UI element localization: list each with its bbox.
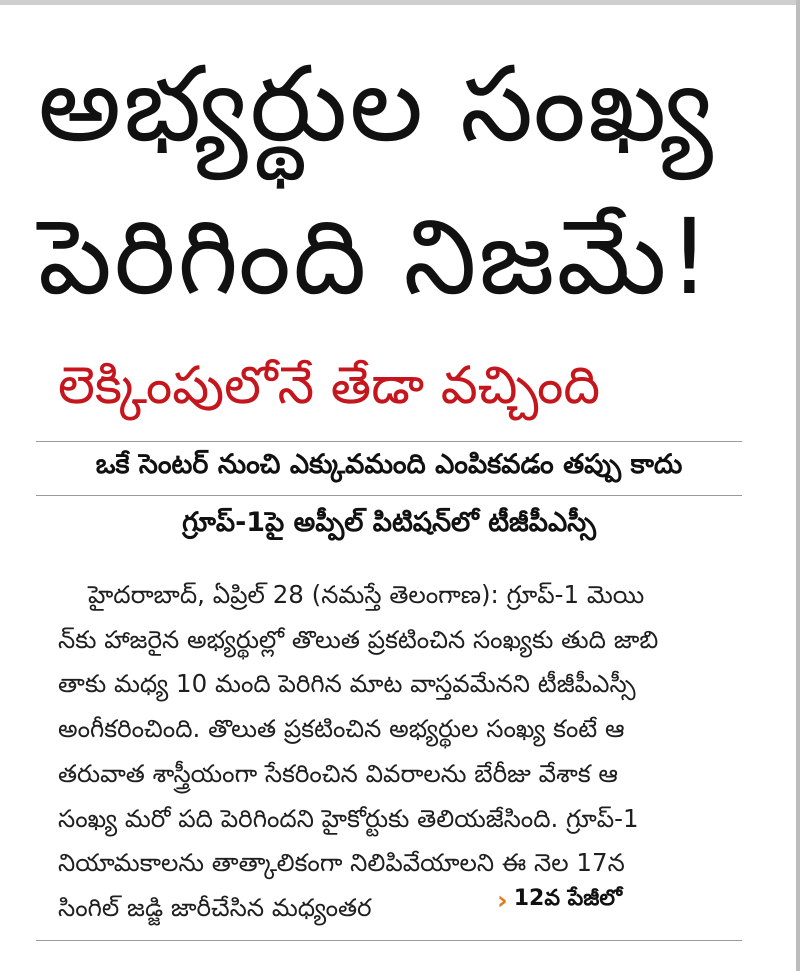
body-line-4: అంగీకరించింది. తొలుత ప్రకటించిన అభ్యర్థుల సంఖ్య కంటే ఆ: [58, 714, 625, 744]
body-line-3: తాకు మధ్య 10 మంది పెరిగిన మాట వాస్తవమేనని టీజీపీఎస్సీ: [58, 669, 636, 699]
kicker-line: గ్రూప్-1పై అప్పీల్ పిటిషన్‌లో టీజీపీఎస్సీ: [182, 507, 596, 538]
body-line-8: సింగిల్ జడ్జి జారీచేసిన మధ్యంతర: [58, 892, 372, 922]
article-body: [58, 573, 750, 931]
body-line-6: సంఖ్య మరో పది పెరిగిందని హైకోర్టుకు తెలియజేసింది. గ్రూప్-1: [58, 803, 639, 833]
headline-line-2: పెరిగింది నిజమే!: [38, 196, 713, 318]
chevron-right-icon: ›: [497, 886, 508, 916]
top-border: [0, 0, 800, 5]
continued-on-page: [497, 886, 622, 916]
divider-middle: [36, 495, 742, 496]
body-line-1: హైదరాబాద్, ఏప్రిల్ 28 (నమస్తే తెలంగాణ): గ్రూప్-1 మెయి: [88, 580, 645, 609]
headline-line-1: అభ్యర్థుల సంఖ్య: [38, 43, 715, 165]
red-subheadline: లెక్కింపులోనే తేడా వచ్చింది: [58, 356, 601, 416]
right-border: [796, 0, 800, 971]
body-line-7: నియామకాలను తాత్కాలికంగా నిలిపివేయాలని ఈ నెల 17న: [58, 848, 625, 878]
divider-top: [36, 441, 742, 442]
continued-label: 12వ పేజీలో: [513, 886, 622, 911]
deck-line: ఒకే సెంటర్ నుంచి ఎక్కువమంది ఎంపికవడం తప్పు కాదు: [95, 449, 683, 480]
body-line-2: న్‌కు హాజరైన అభ్యర్థుల్లో తొలుత ప్రకటించిన సంఖ్యకు తుది జాబి: [58, 624, 659, 654]
divider-bottom: [36, 940, 742, 941]
body-line-5: తరువాత శాస్త్రీయంగా సేకరించిన వివరాలను బేరీజు వేశాక ఆ: [58, 758, 618, 788]
